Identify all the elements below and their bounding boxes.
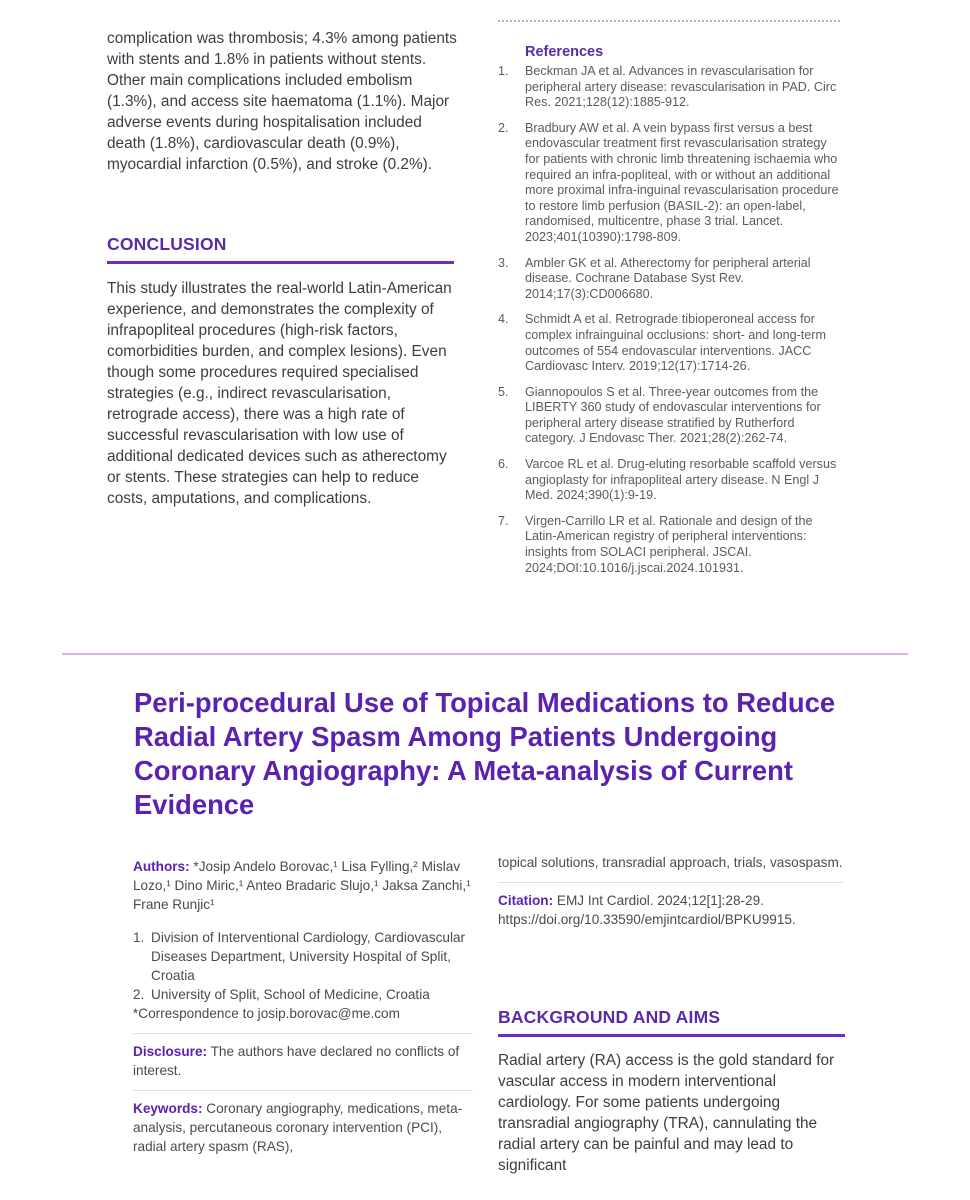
article-divider <box>62 653 908 655</box>
authors-label: Authors: <box>133 859 190 874</box>
affiliation-text: University of Split, School of Medicine, Croatia <box>151 987 430 1002</box>
keywords-continuation: topical solutions, transradial approach, trials, vasospasm. <box>498 855 843 870</box>
affiliation-item <box>133 928 473 985</box>
reference-item <box>498 457 843 504</box>
conclusion-section <box>107 234 454 264</box>
references-heading: References <box>525 44 604 60</box>
reference-number: 5. <box>498 384 509 399</box>
reference-number: 6. <box>498 457 509 472</box>
reference-text: Giannopoulos S et al. Three-year outcomes from the LIBERTY 360 study of endovascular interventions for peripheral artery disease stratified by Rutherford category. J Endovasc Ther. 2021;28(2):262-74. <box>525 384 821 446</box>
conclusion-heading: CONCLUSION <box>107 234 227 254</box>
affiliation-number: 1. <box>133 930 145 945</box>
reference-item <box>498 385 843 447</box>
affiliation-text: Division of Interventional Cardiology, Cardiovascular Diseases Department, University Hospital of Split, Croatia <box>151 930 466 983</box>
citation <box>498 891 843 929</box>
reference-text: Varcoe RL et al. Drug-eluting resorbable scaffold versus angioplasty for infrapopliteal artery disease. N Engl J Med. 2024;390(1):9-19. <box>525 457 837 503</box>
keywords <box>133 1099 473 1156</box>
references-section <box>498 44 843 586</box>
conclusion-rule <box>107 261 454 264</box>
background-section <box>498 1007 845 1037</box>
reference-number: 7. <box>498 513 509 528</box>
reference-text: Ambler GK et al. Atherectomy for peripheral arterial disease. Cochrane Database Syst Rev. 2014;17(3):CD006680. <box>525 255 811 301</box>
meta-rule <box>133 1033 473 1034</box>
results-paragraph: complication was thrombosis; 4.3% among patients with stents and 1.8% in patients without stents. Other main complications included embolism (1.3%), and access site haematoma (1.1%). Major adverse events during hospitalisation included death (1.8%), cardiovascular death (0.9%), myocardial infarction (0.5%), and stroke (0.2%). <box>107 30 457 173</box>
reference-number: 4. <box>498 312 509 327</box>
references-dotted-rule <box>498 20 840 22</box>
background-paragraph: Radial artery (RA) access is the gold standard for vascular access in modern interventional cardiology. For some patients undergoing transradial angiography (TRA), cannulating the radial artery can be painful and may lead to significant <box>498 1052 835 1174</box>
background-heading: BACKGROUND AND AIMS <box>498 1007 721 1027</box>
reference-number: 3. <box>498 255 509 270</box>
article-title: Peri-procedural Use of Topical Medications to Reduce Radial Artery Spasm Among Patients Undergoing Coronary Angiography: A Meta-analysis of Current Evidence <box>134 687 836 820</box>
authors <box>133 857 473 914</box>
keywords-label: Keywords: <box>133 1101 203 1116</box>
citation-text: EMJ Int Cardiol. 2024;12[1]:28-29. https://doi.org/10.33590/emjintcardiol/BPKU9915. <box>498 893 796 927</box>
citation-label: Citation: <box>498 893 554 908</box>
authors-list: *Josip Andelo Borovac,¹ Lisa Fylling,² Mislav Lozo,¹ Dino Miric,¹ Anteo Bradaric Slujo,¹ Jaksa Zanchi,¹ Frane Runjic¹ <box>133 859 471 912</box>
reference-number: 1. <box>498 64 509 78</box>
disclosure-text: The authors have declared no conflicts of interest. <box>133 1044 460 1078</box>
affiliation-item <box>133 985 473 1004</box>
article-meta <box>133 857 473 1156</box>
disclosure-label: Disclosure: <box>133 1044 208 1059</box>
reference-item <box>498 64 843 111</box>
reference-item <box>498 514 843 576</box>
reference-text: Beckman JA et al. Advances in revascularisation for peripheral artery disease: revascularisation in PAD. Circ Res. 2021;128(12):1885-912. <box>525 64 837 110</box>
reference-item <box>498 312 843 374</box>
background-rule <box>498 1034 845 1037</box>
references-list <box>498 64 843 576</box>
reference-text: Bradbury AW et al. A vein bypass first versus a best endovascular treatment first revascularisation strategy for patients with chronic limb threatening ischaemia who required an infra-popliteal, with or without an additional more proximal infra-inguinal revascularisation procedure to restore limb perfusion (BASIL-2): an open-label, randomised, multicentre, phase 3 trial. Lancet. 2023;401(10390):1798-809. <box>525 120 839 244</box>
affiliations-list <box>133 928 473 1004</box>
conclusion-paragraph: This study illustrates the real-world Latin-American experience, and demonstrates the complexity of infrapopliteal procedures (high-risk factors, comorbidities burden, and complex lesions). Even though some procedures required specialised strategies (e.g., indirect revascularisation, retrograde access), there was a high rate of successful revascularisation with low use of additional dedicated devices such as atherectomy or stents. These strategies can help to reduce costs, amputations, and complications. <box>107 280 452 507</box>
reference-item <box>498 121 843 246</box>
affiliation-number: 2. <box>133 987 145 1002</box>
article-meta-right <box>498 853 843 929</box>
correspondence: *Correspondence to josip.borovac@me.com <box>133 1006 400 1021</box>
meta-rule <box>498 882 843 883</box>
reference-number: 2. <box>498 120 509 135</box>
keywords-text: Coronary angiography, medications, meta-analysis, percutaneous coronary intervention (PCI), radial artery spasm (RAS), <box>133 1101 463 1154</box>
reference-text: Schmidt A et al. Retrograde tibioperoneal access for complex infrainguinal occlusions: short- and long-term outcomes of 554 endovascular interventions. JACC Cardiovasc Interv. 2019;12(17):1714-26. <box>525 312 826 374</box>
reference-text: Virgen-Carrillo LR et al. Rationale and design of the Latin-American registry of peripheral interventions: insights from SOLACI peripheral. JSCAI. 2024;DOI:10.1016/j.jscai.2024.101931. <box>525 513 813 575</box>
reference-item <box>498 256 843 303</box>
meta-rule <box>133 1090 473 1091</box>
disclosure <box>133 1042 473 1080</box>
